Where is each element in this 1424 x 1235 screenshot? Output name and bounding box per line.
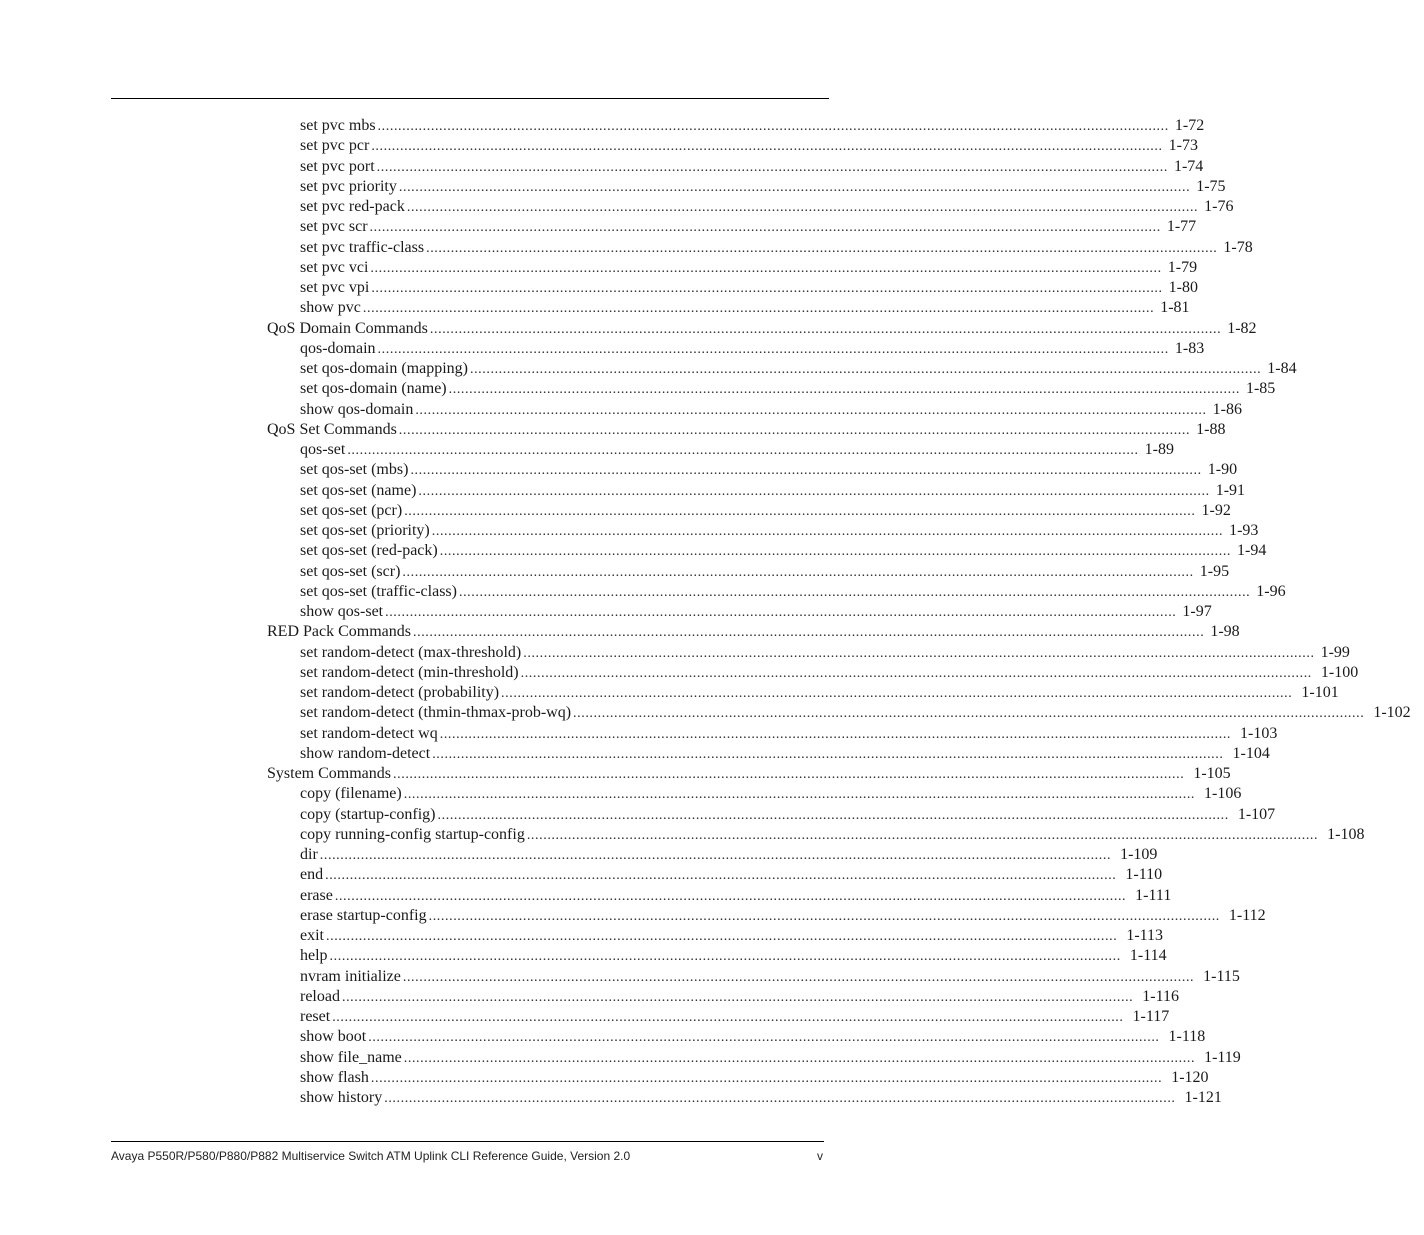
toc-entry-label: erase [300,886,333,904]
dot-leader [404,1049,1195,1069]
dot-leader [415,401,1206,421]
toc-command-entry[interactable] [0,582,1286,602]
toc-entry-label: set random-detect (min-threshold) [300,663,519,681]
dot-leader [432,522,1223,542]
toc-command-entry[interactable] [0,602,1212,622]
dot-leader [399,178,1190,198]
dot-leader [384,1089,1175,1109]
toc-entry-page: 1-99 [1320,643,1350,661]
toc-entry-page: 1-95 [1199,562,1230,580]
toc-entry-page: 1-92 [1201,501,1231,519]
dot-leader [440,725,1231,745]
dot-leader [402,563,1193,583]
toc-command-entry[interactable] [0,643,1350,663]
toc-command-entry[interactable] [0,703,1411,723]
dot-leader [393,765,1184,785]
toc-command-entry[interactable] [0,541,1267,561]
dot-leader [371,279,1162,299]
toc-command-entry[interactable] [0,339,1205,359]
dot-leader [326,927,1117,947]
toc-entry-label: show flash [300,1068,369,1086]
toc-command-entry[interactable] [0,886,1172,906]
toc-entry-page: 1-108 [1327,825,1365,843]
dot-leader [368,1028,1159,1048]
toc-entry-label: erase startup-config [300,906,427,924]
dot-leader [413,623,1204,643]
dot-leader [440,542,1231,562]
dot-leader [371,137,1162,157]
toc-command-entry[interactable] [0,562,1230,582]
toc-entry-label: show file_name [300,1048,402,1066]
toc-entry-label: set qos-set (mbs) [300,461,409,479]
toc-entry-page: 1-117 [1132,1008,1170,1025]
toc-entry-label: RED Pack Commands [267,623,411,641]
toc-command-entry[interactable] [0,1048,1241,1068]
toc-command-entry[interactable] [0,967,1240,987]
toc-entry-page: 1-93 [1229,522,1259,539]
dot-leader [320,846,1111,866]
toc-command-entry[interactable] [0,744,1270,764]
toc-entry-label: set pvc scr [300,218,368,236]
toc-entry-page: 1-86 [1212,400,1242,418]
toc-entry-label: set pvc port [300,157,375,175]
toc-entry-page: 1-110 [1125,866,1163,884]
toc-entry-label: exit [300,927,324,944]
toc-entry-label: set random-detect (probability) [300,684,500,701]
dot-leader [325,866,1116,886]
toc-command-entry[interactable] [0,663,1359,683]
toc-entry-label: copy running-config startup-config [300,825,525,843]
dot-leader [404,502,1195,522]
dot-leader [371,1069,1162,1089]
toc-entry-page: 1-74 [1173,157,1204,175]
toc-entry-page: 1-82 [1227,319,1257,337]
toc-entry-label: end [300,866,324,884]
toc-command-entry[interactable] [0,825,1365,845]
toc-entry-page: 1-100 [1320,663,1359,681]
dot-leader [342,988,1133,1008]
dot-leader [429,907,1220,927]
toc-entry-label: set qos-set (name) [300,481,417,499]
toc-command-entry[interactable] [0,298,1190,318]
toc-command-entry[interactable] [0,926,1164,946]
dot-leader [432,745,1223,765]
dot-leader [330,947,1121,967]
toc-entry-page: 1-111 [1135,886,1172,904]
dot-leader [430,320,1221,340]
toc-entry-page: 1-116 [1142,987,1180,1005]
toc-command-entry[interactable] [0,177,1226,197]
toc-command-entry[interactable] [0,197,1234,217]
toc-command-entry[interactable] [0,805,1276,825]
toc-command-entry[interactable] [0,460,1238,480]
toc-entry-page: 1-113 [1126,927,1164,944]
toc-entry-page: 1-79 [1167,258,1198,276]
dot-leader [370,259,1161,279]
toc-entry-label: set qos-domain (mapping) [300,360,468,377]
toc-entry-page: 1-81 [1160,299,1190,317]
toc-entry-label: nvram initialize [300,967,401,985]
toc-command-entry[interactable] [0,521,1259,541]
toc-entry-label: set qos-set (traffic-class) [300,582,457,600]
dot-leader [407,198,1198,218]
toc-section-entry[interactable] [0,764,1231,784]
toc-command-entry[interactable] [0,1068,1209,1088]
toc-command-entry[interactable] [0,987,1180,1007]
toc-section-entry[interactable] [0,319,1257,339]
toc-entry-page: 1-94 [1237,542,1267,560]
toc-command-entry[interactable] [0,400,1242,420]
dot-leader [438,806,1229,826]
toc-command-entry[interactable] [0,845,1158,865]
dot-leader [523,644,1314,664]
toc-entry-label: set pvc red-pack [300,198,405,215]
toc-entry-label: copy (filename) [300,785,402,803]
toc-entry-label: set random-detect wq [300,724,438,742]
toc-entry-page: 1-90 [1207,461,1238,479]
toc-entry-page: 1-75 [1196,177,1226,195]
toc-entry-page: 1-77 [1166,218,1197,236]
toc-entry-page: 1-104 [1232,744,1270,762]
toc-command-entry[interactable] [0,784,1242,804]
toc-entry-label: QoS Domain Commands [267,319,428,337]
toc-entry-page: 1-115 [1203,967,1240,985]
toc-entry-page: 1-114 [1129,947,1167,965]
toc-entry-label: set qos-set (scr) [300,562,401,580]
toc-command-entry[interactable] [0,258,1198,278]
toc-entry-label: set qos-set (red-pack) [300,542,438,560]
toc-entry-page: 1-112 [1228,906,1266,924]
toc-entry-label: qos-set [300,441,346,458]
toc-entry-label: reset [300,1008,331,1025]
toc-command-entry[interactable] [0,379,1276,399]
toc-entry-label: copy (startup-config) [300,805,436,823]
toc-entry-page: 1-76 [1204,198,1234,215]
toc-entry-page: 1-73 [1168,137,1198,155]
toc-command-entry[interactable] [0,724,1278,744]
dot-leader [521,664,1312,684]
toc-command-entry[interactable] [0,136,1198,156]
toc-entry-label: dir [300,846,318,863]
dot-leader [501,684,1292,704]
dot-leader [403,968,1194,988]
footer-rule [111,1141,824,1142]
toc-entry-page: 1-103 [1240,724,1278,742]
footer-title: Avaya P550R/P580/P880/P882 Multiservice Switch ATM Uplink CLI Reference Guide, Version 2.0 [111,1149,631,1163]
toc-section-entry[interactable] [0,622,1240,642]
toc-command-entry[interactable] [0,278,1198,298]
dot-leader [335,887,1126,907]
toc-command-entry[interactable] [0,1027,1206,1047]
toc-entry-page: 1-109 [1120,846,1158,863]
header-rule [111,98,829,99]
toc-entry-label: set pvc traffic-class [300,238,425,256]
toc-entry-label: reload [300,987,340,1005]
toc-entry-page: 1-88 [1196,420,1226,438]
dot-leader [385,603,1176,623]
table-of-contents [0,116,1411,1108]
toc-command-entry[interactable] [0,865,1163,885]
dot-leader [363,299,1154,319]
toc-entry-page: 1-120 [1171,1068,1209,1086]
toc-entry-label: System Commands [267,765,392,782]
toc-entry-page: 1-89 [1144,441,1174,458]
dot-leader [370,218,1161,238]
toc-command-entry[interactable] [0,906,1266,926]
toc-entry-label: set pvc mbs [300,117,376,134]
toc-entry-label: show pvc [300,299,361,317]
toc-entry-label: set qos-domain (name) [300,380,447,398]
toc-entry-label: set random-detect (max-threshold) [300,643,522,661]
dot-leader [573,704,1364,724]
dot-leader [377,158,1168,178]
toc-entry-label: set pvc pcr [300,137,370,155]
toc-entry-page: 1-80 [1168,279,1198,296]
toc-command-entry[interactable] [0,359,1297,379]
dot-leader [378,117,1169,137]
toc-entry-label: show qos-domain [300,400,414,418]
toc-command-entry[interactable] [0,157,1204,177]
toc-entry-page: 1-121 [1184,1089,1222,1106]
toc-entry-page: 1-101 [1301,684,1339,701]
toc-entry-label: set random-detect (thmin-thmax-prob-wq) [300,704,572,722]
toc-entry-label: help [300,947,328,965]
toc-command-entry[interactable] [0,116,1205,136]
dot-leader [347,441,1138,461]
dot-leader [378,340,1169,360]
dot-leader [470,360,1261,380]
toc-entry-page: 1-98 [1210,623,1240,641]
toc-command-entry[interactable] [0,501,1231,521]
toc-command-entry[interactable] [0,1088,1222,1108]
toc-entry-label: set pvc vci [300,258,369,276]
toc-entry-page: 1-119 [1204,1048,1241,1066]
toc-entry-label: set qos-set (priority) [300,522,430,539]
toc-entry-page: 1-91 [1215,481,1246,499]
toc-entry-page: 1-97 [1182,603,1212,620]
toc-entry-label: show qos-set [300,603,384,620]
dot-leader [426,239,1217,259]
toc-command-entry[interactable] [0,440,1174,460]
toc-entry-page: 1-106 [1204,785,1242,803]
dot-leader [449,380,1240,400]
toc-entry-page: 1-118 [1168,1028,1206,1046]
dot-leader [399,421,1190,441]
dot-leader [410,461,1201,481]
toc-entry-page: 1-107 [1237,805,1276,823]
toc-entry-label: show random-detect [300,744,431,762]
footer-page-number: v [817,1149,823,1163]
toc-command-entry[interactable] [0,481,1246,501]
toc-entry-label: qos-domain [300,339,376,357]
dot-leader [459,583,1250,603]
toc-command-entry[interactable] [0,238,1253,258]
toc-entry-page: 1-84 [1267,360,1297,377]
toc-entry-page: 1-105 [1193,765,1231,782]
toc-entry-label: set qos-set (pcr) [300,501,403,519]
toc-entry-page: 1-96 [1256,582,1286,600]
toc-command-entry[interactable] [0,683,1339,703]
toc-entry-label: show history [300,1089,383,1106]
toc-entry-page: 1-102 [1373,704,1411,722]
toc-entry-label: set pvc vpi [300,279,370,296]
toc-entry-label: QoS Set Commands [267,420,397,438]
toc-command-entry[interactable] [0,217,1197,237]
dot-leader [332,1008,1123,1028]
dot-leader [527,826,1318,846]
dot-leader [418,482,1209,502]
toc-command-entry[interactable] [0,946,1167,966]
toc-section-entry[interactable] [0,420,1226,440]
toc-entry-page: 1-78 [1223,238,1253,256]
toc-entry-page: 1-72 [1174,117,1205,134]
dot-leader [404,785,1195,805]
toc-entry-label: show boot [300,1028,367,1046]
toc-entry-page: 1-85 [1245,380,1276,398]
toc-command-entry[interactable] [0,1007,1170,1027]
toc-entry-label: set pvc priority [300,177,397,195]
toc-entry-page: 1-83 [1174,339,1205,357]
